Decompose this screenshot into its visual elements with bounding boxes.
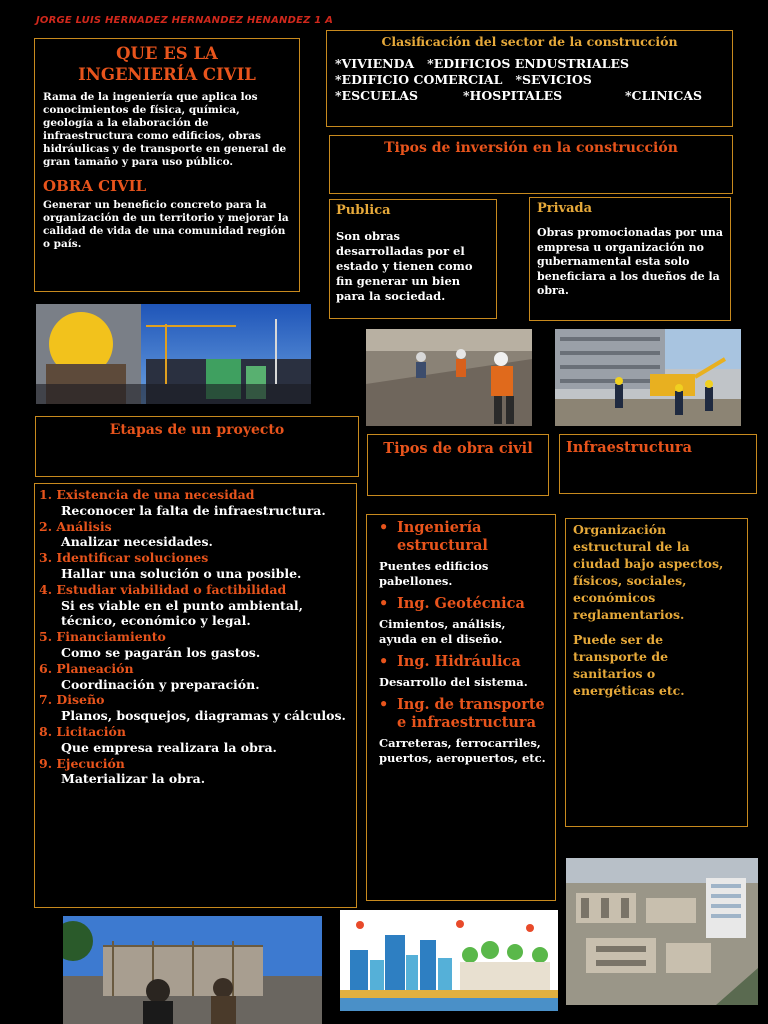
obra-civil-body: Generar un beneficio concreto para la organización de un territorio y mejorar la calidad de vida de una comunidad región o país.	[43, 199, 289, 250]
infra-body-box	[565, 518, 748, 827]
clasificacion-clinicas: *CLINICAS	[625, 88, 703, 103]
tipo-obra-heading-text: Ing. de transporte e infraestructura	[397, 696, 545, 731]
bullet-icon: •	[379, 696, 389, 713]
publica-body: Son obras desarrolladas por el estado y tienen como fin generar un bien para la sociedad.	[336, 229, 473, 303]
tipo-obra-heading	[379, 696, 547, 732]
etapa-step-title: 1. Existencia de una necesidad	[39, 487, 255, 502]
bullet-icon: •	[379, 519, 389, 536]
tipos-obra-list	[379, 519, 547, 766]
etapa-step-title: 7. Diseño	[39, 692, 105, 708]
etapa-step	[39, 519, 352, 551]
bullet-icon: •	[379, 653, 389, 670]
tipo-obra-heading-text: Ing. Geotécnica	[397, 595, 525, 612]
photo-construction-site	[36, 304, 311, 404]
tipo-obra-heading	[379, 653, 547, 671]
etapa-step-desc: Coordinación y preparación.	[61, 676, 260, 692]
etapa-step	[39, 692, 352, 724]
etapa-step-desc: Si es viable en el punto ambiental, técnico, económico y legal.	[61, 597, 304, 629]
etapa-step-desc: Analizar necesidades.	[61, 534, 213, 550]
publica-box	[329, 199, 497, 319]
etapa-step	[39, 487, 352, 519]
etapa-step	[39, 756, 352, 788]
etapas-title: Etapas de un proyecto	[109, 422, 285, 438]
etapa-step-desc: Materializar la obra.	[61, 771, 206, 787]
que-es-body: Rama de la ingeniería que aplica los conocimientos de física, química, geología a la elaboración de infraestructura como edificios, obras hidráulicas y de transporte en general de gran tamaño y para uso público.	[43, 91, 287, 168]
infra-body-2: Puede ser de transporte de sanitarios o energéticas etc.	[573, 632, 685, 698]
etapa-step	[39, 629, 352, 661]
photo-aerial-construction	[566, 858, 758, 1005]
photo-city-illustration	[340, 910, 558, 1011]
clasificacion-escuelas: *ESCUELAS	[335, 88, 418, 103]
etapa-step	[39, 661, 352, 693]
infra-title-box	[559, 434, 757, 494]
etapa-step	[39, 582, 352, 629]
tipo-obra-desc: Carreteras, ferrocarriles, puertos, aeropuertos, etc.	[379, 736, 546, 765]
etapa-step-desc: Planos, bosquejos, diagramas y cálculos.	[61, 708, 346, 724]
etapa-step-title: 4. Estudiar viabilidad o factibilidad	[39, 581, 287, 597]
tipo-obra-heading-text: Ingeniería estructural	[397, 519, 488, 554]
obra-civil-title: OBRA CIVIL	[43, 177, 147, 195]
privada-title: Privada	[537, 201, 593, 216]
etapa-step-title: 9. Ejecución	[39, 755, 125, 771]
tipo-obra-desc: Cimientos, análisis, ayuda en el diseño.	[379, 617, 506, 646]
clasificacion-title: Clasificación del sector de la construcción	[381, 34, 678, 49]
etapa-step-title: 8. Licitación	[39, 723, 126, 739]
tipo-obra-heading-text: Ing. Hidráulica	[397, 653, 521, 670]
etapa-step	[39, 550, 352, 582]
photo-workers-building	[63, 916, 322, 1024]
tipo-obra-desc: Desarrollo del sistema.	[379, 675, 528, 689]
clasificacion-hospitales: *HOSPITALES	[463, 88, 563, 103]
publica-title: Publica	[336, 203, 391, 218]
etapa-step-desc: Hallar una solución o una posible.	[61, 565, 302, 581]
clasificacion-row-3	[335, 88, 724, 104]
etapa-step-title: 3. Identificar soluciones	[39, 550, 209, 566]
clasificacion-box	[326, 30, 733, 127]
author-name: JORGE LUIS HERNADEZ HERNANDEZ HENANDEZ 1 A	[36, 15, 334, 26]
etapa-step-desc: Que empresa realizara la obra.	[61, 739, 277, 755]
etapas-title-box	[35, 416, 359, 477]
que-es-box	[34, 38, 300, 292]
photo-workers-concrete	[366, 329, 532, 426]
inversion-box	[329, 135, 733, 194]
etapa-step-desc: Como se pagarán los gastos.	[61, 644, 261, 660]
etapa-step-title: 5. Financiamiento	[39, 629, 166, 645]
clasificacion-row-2: *EDIFICIO COMERCIAL *SEVICIOS	[335, 72, 592, 87]
tipos-obra-list-box	[366, 514, 556, 901]
photo-excavator-site	[555, 329, 741, 426]
etapas-list	[39, 487, 352, 787]
etapas-list-box	[34, 483, 357, 908]
etapa-step-title: 2. Análisis	[39, 518, 112, 534]
infra-title: Infraestructura	[566, 439, 692, 456]
clasificacion-row-1: *VIVIENDA *EDIFICIOS ENDUSTRIALES	[335, 56, 630, 71]
etapa-step-title: 6. Planeación	[39, 660, 134, 676]
bullet-icon: •	[379, 595, 389, 612]
tipos-obra-title-box	[367, 434, 549, 496]
etapa-step	[39, 724, 352, 756]
tipo-obra-heading	[379, 595, 547, 613]
privada-box	[529, 197, 731, 321]
tipos-obra-title: Tipos de obra civil	[383, 440, 533, 457]
infra-body-1: Organización estructural de la ciudad bajo aspectos, físicos, sociales, económicos reglamentarios.	[573, 522, 724, 622]
etapa-step-desc: Reconocer la falta de infraestructura.	[61, 502, 326, 518]
que-es-title: QUE ES LA INGENIERÍA CIVIL	[78, 44, 256, 84]
privada-body: Obras promocionadas por una empresa u organización no gubernamental esta solo beneficiara a los dueños de la obra.	[537, 226, 723, 297]
tipo-obra-heading	[379, 519, 547, 555]
tipo-obra-desc: Puentes edificios pabellones.	[379, 559, 489, 588]
inversion-title: Tipos de inversión en la construcción	[384, 140, 678, 156]
